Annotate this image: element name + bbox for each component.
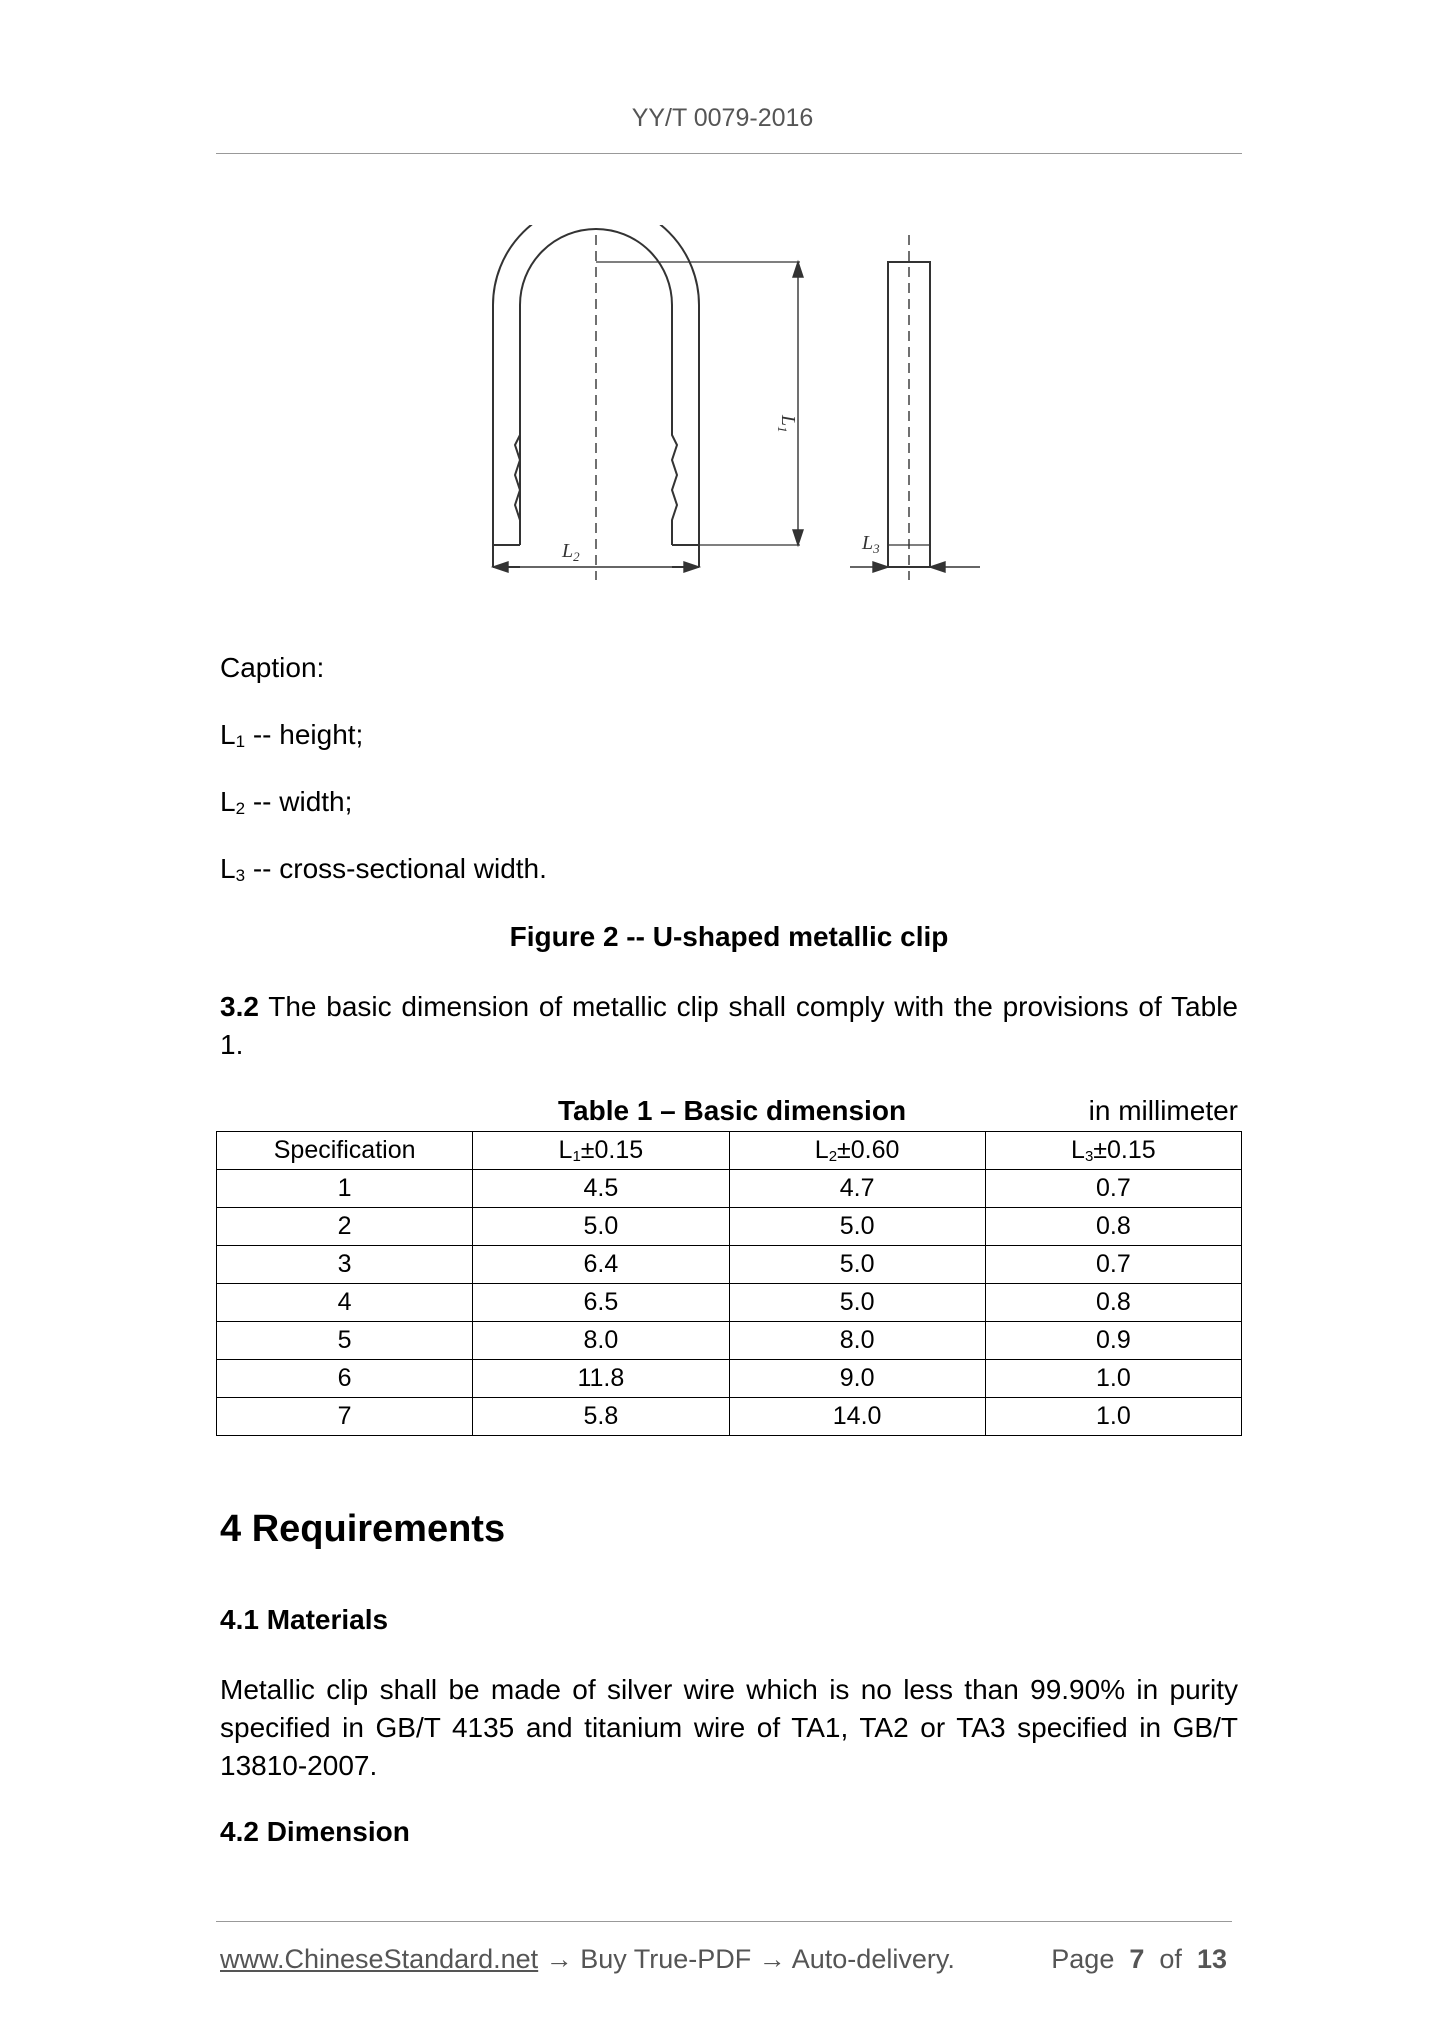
table-cell: 4.7 — [729, 1170, 985, 1208]
section-4-1-paragraph: Metallic clip shall be made of silver wire which is no less than 99.90% in purity specified in GB/T 4135 and titanium wire of TA1, TA2 or TA3 specified in GB/T 13810-2007. — [220, 1674, 1238, 1781]
table-cell: 6 — [217, 1360, 473, 1398]
table-row — [217, 1284, 1242, 1322]
caption-heading: Caption: — [220, 652, 325, 683]
table-header-row — [217, 1132, 1242, 1170]
table-row — [217, 1170, 1242, 1208]
col-header-l1: $L_1\pm 0.15$ — [473, 1132, 729, 1170]
table-cell: 5.0 — [729, 1246, 985, 1284]
page-indicator: Page 7 of 13 — [1051, 1944, 1227, 1974]
table-cell: 1 — [217, 1170, 473, 1208]
table-cell: 5.0 — [729, 1284, 985, 1322]
section-4-heading: 4 Requirements — [220, 1508, 506, 1550]
table-cell: 14.0 — [729, 1398, 985, 1436]
table-title: Table 1 – Basic dimension — [558, 1095, 907, 1126]
table-cell: 7 — [217, 1398, 473, 1436]
table-cell: 5.0 — [729, 1208, 985, 1246]
table-cell: 5 — [217, 1322, 473, 1360]
u-clip-drawing — [470, 225, 1010, 585]
table-cell: 4.5 — [473, 1170, 729, 1208]
table-row — [217, 1398, 1242, 1436]
table-cell: 3 — [217, 1246, 473, 1284]
table-row — [217, 1208, 1242, 1246]
table-cell: 9.0 — [729, 1360, 985, 1398]
section-4-1-heading: 4.1 Materials — [220, 1604, 389, 1635]
col-header-l3: $L_3\pm 0.15$ — [985, 1132, 1241, 1170]
table-row — [217, 1322, 1242, 1360]
website-link[interactable]: www.ChineseStandard.net — [220, 1944, 539, 1974]
table-cell: 1.0 — [985, 1360, 1241, 1398]
table-cell: 6.5 — [473, 1284, 729, 1322]
table-cell: 4 — [217, 1284, 473, 1322]
section-3-2-paragraph: 3.2 The basic dimension of metallic clip shall comply with the provisions of Table 1. — [220, 991, 1238, 1060]
table-cell: 8.0 — [473, 1322, 729, 1360]
footer-promo: www.ChineseStandard.net → Buy True-PDF → Auto-delivery. — [220, 1944, 955, 1974]
basic-dimension-table — [216, 1131, 1242, 1436]
table-cell: 11.8 — [473, 1360, 729, 1398]
footer-divider — [216, 1921, 1232, 1922]
document-id: YY/T 0079-2016 — [631, 104, 814, 132]
header-divider — [216, 153, 1242, 154]
col-header-l2: $L_2\pm 0.60$ — [729, 1132, 985, 1170]
table-cell: 6.4 — [473, 1246, 729, 1284]
l2-label: $L_2$ — [562, 540, 580, 564]
col-header-specification: Specification — [217, 1132, 473, 1170]
table-unit: in millimeter — [1088, 1095, 1238, 1126]
table-cell: 0.8 — [985, 1208, 1241, 1246]
table-cell: 5.0 — [473, 1208, 729, 1246]
legend-l2: $L_2$ -- width; — [220, 786, 353, 818]
section-4-2-heading: 4.2 Dimension — [220, 1816, 410, 1847]
l1-label: $L_1$ — [775, 415, 799, 433]
table-cell: 0.8 — [985, 1284, 1241, 1322]
table-cell: 0.9 — [985, 1322, 1241, 1360]
table-cell: 1.0 — [985, 1398, 1241, 1436]
legend-l3: $L_3$ -- cross-sectional width. — [220, 853, 547, 885]
legend-l1: $L_1$ -- height; — [220, 719, 364, 751]
table-row — [217, 1246, 1242, 1284]
table-cell: 0.7 — [985, 1246, 1241, 1284]
table-cell: 5.8 — [473, 1398, 729, 1436]
table-cell: 0.7 — [985, 1170, 1241, 1208]
table-cell: 2 — [217, 1208, 473, 1246]
l3-label: $L_3$ — [862, 532, 880, 556]
figure-title: Figure 2 -- U-shaped metallic clip — [509, 921, 949, 952]
table-cell: 8.0 — [729, 1322, 985, 1360]
table-row — [217, 1360, 1242, 1398]
